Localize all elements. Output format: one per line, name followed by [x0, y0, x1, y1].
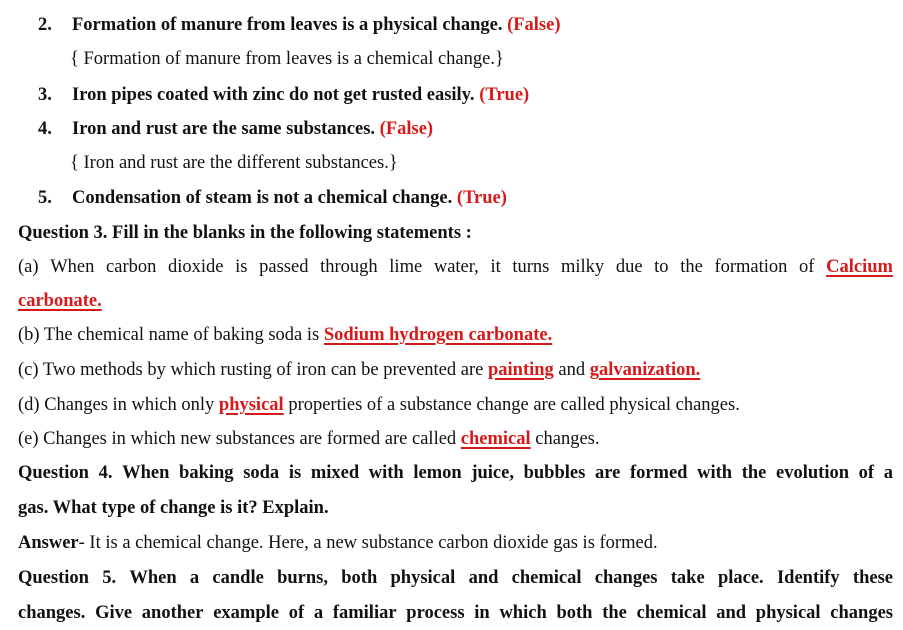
word: with: [697, 463, 733, 483]
word: both: [556, 603, 593, 623]
word: chemical: [636, 603, 707, 623]
word: to: [654, 257, 669, 277]
q3-d-line: [18, 394, 740, 416]
blank-answer: Calcium: [826, 257, 893, 277]
word: dioxide: [168, 257, 224, 277]
sentence-text: changes.: [535, 429, 600, 449]
word: physical: [390, 568, 456, 588]
word: formed: [629, 463, 688, 483]
word: physical: [755, 603, 821, 623]
statement-text: Condensation of steam is not a chemical change.: [72, 188, 453, 208]
word: When: [50, 257, 95, 277]
q3-a-line-2: [18, 290, 102, 312]
blank-answer: galvanization.: [589, 360, 701, 380]
answer-4: [18, 532, 658, 554]
word: a: [883, 463, 893, 483]
statement-5: [38, 187, 507, 209]
word: with: [368, 463, 404, 483]
sentence-text: properties of a substance change are called physical changes.: [288, 395, 740, 415]
sentence-text: (e) Changes in which new substances are formed are called: [18, 429, 457, 449]
word: it: [490, 257, 501, 277]
q3-e-line: [18, 428, 600, 450]
answer-label: Answer: [18, 533, 79, 553]
word: of: [858, 463, 875, 483]
blank-answer: Sodium hydrogen carbonate.: [323, 325, 553, 345]
word: familiar: [332, 603, 397, 623]
item-number: 4.: [38, 119, 52, 139]
word: in: [474, 603, 490, 623]
word: baking: [179, 463, 234, 483]
sentence-text: (c) Two methods by which rusting of iron can be prevented are: [18, 360, 484, 380]
word: due: [615, 257, 643, 277]
word: through: [320, 257, 378, 277]
statement-3: [38, 84, 529, 106]
statement-text: Iron pipes coated with zinc do not get rusted easily.: [72, 85, 475, 105]
correction-2: { Formation of manure from leaves is a chemical change.}: [70, 49, 504, 69]
word: lime: [389, 257, 423, 277]
answer-badge: (False): [507, 15, 561, 35]
answer-text: - It is a chemical change. Here, a new substance carbon dioxide gas is formed.: [78, 533, 658, 553]
word: bubbles: [523, 463, 586, 483]
word: process: [406, 603, 465, 623]
word: formation: [714, 257, 788, 277]
word: Question: [18, 463, 89, 483]
word: a: [189, 568, 200, 588]
word: changes.: [18, 603, 86, 623]
word: candle: [212, 568, 264, 588]
answer-badge: (False): [379, 119, 434, 139]
word: and: [468, 568, 499, 588]
word: example: [213, 603, 279, 623]
word: these: [852, 568, 893, 588]
word: Give: [95, 603, 133, 623]
sentence-text: (b) The chemical name of baking soda is: [18, 325, 320, 345]
word: burns,: [277, 568, 328, 588]
word: juice,: [471, 463, 514, 483]
sentence-text: (d) Changes in which only: [18, 395, 215, 415]
word: is: [288, 463, 302, 483]
statement-2: [38, 14, 561, 36]
word: is: [235, 257, 248, 277]
word: the: [602, 603, 627, 623]
word: mixed: [310, 463, 360, 483]
word: turns: [512, 257, 550, 277]
blank-answer: physical: [218, 395, 284, 415]
item-number: 3.: [38, 85, 52, 105]
word: When: [122, 463, 170, 483]
statement-text: Formation of manure from leaves is a physical change.: [72, 15, 503, 35]
question-5-line-1: [18, 567, 893, 589]
word: take: [670, 568, 705, 588]
word: (a): [18, 257, 39, 277]
question-5-line-2: [18, 602, 893, 624]
question-4-line-2: gas. What type of change is it? Explain.: [18, 498, 329, 518]
word: changes: [830, 603, 893, 623]
q3-b-line: [18, 324, 552, 346]
answer-badge: (True): [479, 85, 530, 105]
question-3-heading: Question 3. Fill in the blanks in the following statements :: [18, 223, 472, 243]
word: Question: [18, 568, 89, 588]
statement-4: [38, 118, 433, 140]
statement-text: Iron and rust are the same substances.: [72, 119, 376, 139]
word: 5.: [102, 568, 117, 588]
word: the: [741, 463, 767, 483]
word: are: [594, 463, 621, 483]
correction-4: { Iron and rust are the different substances.}: [70, 153, 398, 173]
word: water,: [433, 257, 479, 277]
word: another: [141, 603, 204, 623]
word: milky: [561, 257, 605, 277]
word: both: [341, 568, 378, 588]
word: the: [680, 257, 703, 277]
answer-badge: (True): [456, 188, 507, 208]
word: a: [313, 603, 324, 623]
word: of: [288, 603, 305, 623]
word: changes: [594, 568, 658, 588]
word: place.: [717, 568, 764, 588]
blank-answer: carbonate.: [18, 291, 102, 311]
word: When: [129, 568, 177, 588]
item-number: 5.: [38, 188, 52, 208]
word: chemical: [511, 568, 582, 588]
q3-c-line: [18, 359, 700, 381]
question-4-line-1: [18, 462, 893, 484]
word: evolution: [776, 463, 850, 483]
word: soda: [243, 463, 280, 483]
word: 4.: [98, 463, 113, 483]
sentence-text: and: [558, 360, 586, 380]
word: carbon: [106, 257, 157, 277]
q3-a-line: [18, 256, 893, 278]
word: and: [716, 603, 747, 623]
word: of: [799, 257, 815, 277]
word: passed: [259, 257, 309, 277]
word: which: [499, 603, 547, 623]
blank-answer: painting: [487, 360, 554, 380]
word: Identify: [776, 568, 840, 588]
item-number: 2.: [38, 15, 52, 35]
blank-answer: chemical: [460, 429, 531, 449]
word: lemon: [413, 463, 462, 483]
